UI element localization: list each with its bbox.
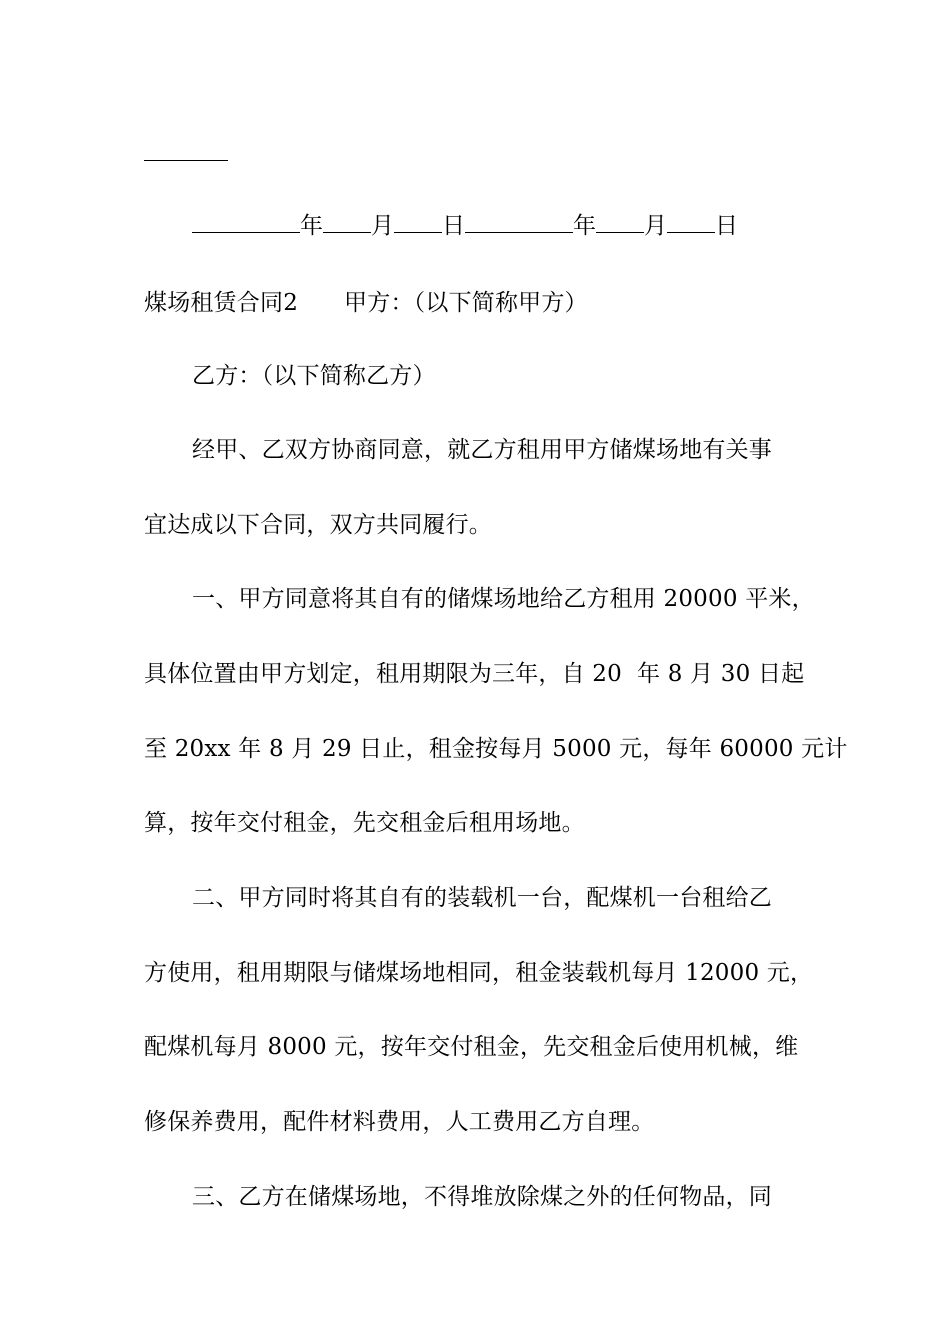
signing-date-line: [192, 210, 738, 242]
party-b-line: 乙方：（以下简称乙方）: [192, 363, 436, 389]
paragraph-line: 具体位置由甲方划定，租用期限为三年，自 20 年 8 月 30 日起: [144, 661, 805, 687]
paragraph-line: 宜达成以下合同，双方共同履行。: [144, 512, 492, 538]
paragraph-line: 经甲、乙双方协商同意，就乙方租用甲方储煤场地有关事: [192, 437, 772, 463]
paragraph-line: 二、甲方同时将其自有的装载机一台，配煤机一台租给乙: [192, 885, 772, 911]
paragraph-line: 算，按年交付租金，先交租金后租用场地。: [144, 810, 585, 836]
contract-title: 煤场租赁合同2: [144, 290, 299, 316]
year-label-1: 年: [300, 213, 323, 239]
paragraph-line: 方使用，租用期限与储煤场地相同，租金装载机每月 12000 元，: [144, 960, 814, 986]
paragraph-line: 修保养费用，配件材料费用，人工费用乙方自理。: [144, 1109, 655, 1135]
party-a-line: 甲方：（以下简称甲方）: [344, 290, 588, 316]
signature-blank-line: [144, 160, 228, 161]
year-blank-2: [465, 210, 573, 233]
month-label-2: 月: [644, 213, 667, 239]
day-label-1: 日: [442, 213, 465, 239]
day-blank-2: [667, 210, 715, 233]
month-label-1: 月: [371, 213, 394, 239]
year-label-2: 年: [573, 213, 596, 239]
year-blank-1: [192, 210, 300, 233]
title-line: [144, 287, 824, 319]
day-label-2: 日: [715, 213, 738, 239]
paragraph-line: 三、乙方在储煤场地，不得堆放除煤之外的任何物品，同: [192, 1184, 772, 1210]
paragraph-line: 配煤机每月 8000 元，按年交付租金，先交租金后使用机械，维: [144, 1034, 799, 1060]
month-blank-1: [323, 210, 371, 233]
paragraph-line: 至 20xx 年 8 月 29 日止，租金按每月 5000 元，每年 60000 元计: [144, 736, 848, 762]
day-blank-1: [394, 210, 442, 233]
paragraph-line: 一、甲方同意将其自有的储煤场地给乙方租用 20000 平米，: [192, 586, 815, 612]
month-blank-2: [596, 210, 644, 233]
